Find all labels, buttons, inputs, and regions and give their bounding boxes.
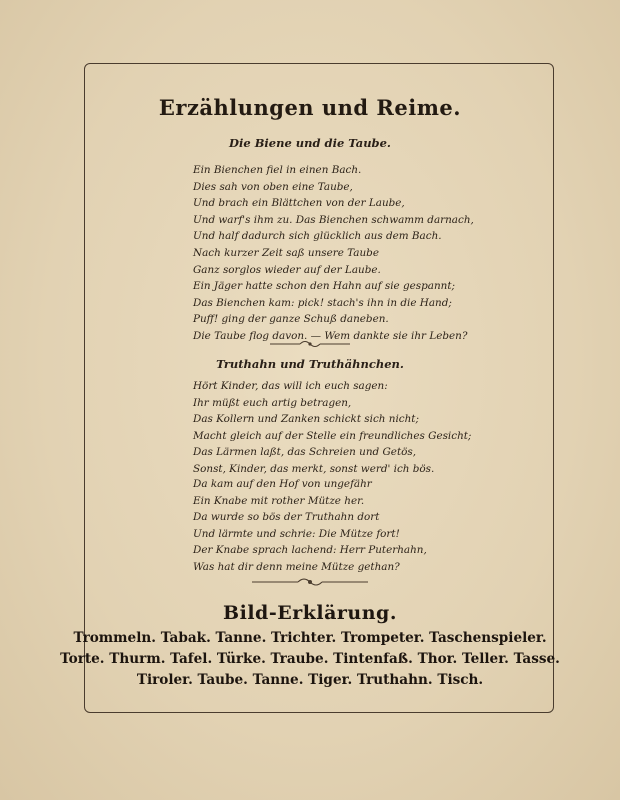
poem-line: Hört Kinder, das will ich euch sagen: <box>193 380 388 392</box>
poem-line: Puff! ging der ganze Schuß daneben. <box>193 313 389 326</box>
poem-line: Und brach ein Blättchen von der Laube, <box>193 197 405 210</box>
poem-line: Und warf's ihm zu. Das Bienchen schwamm darnach, <box>193 213 474 226</box>
poem-line: Sonst, Kinder, das merkt, sonst werd' ich bös. <box>193 462 435 475</box>
poem-line: Das Bienchen kam: pick! stach's ihn in die Hand; <box>193 296 452 309</box>
poem-line: Das Lärmen laßt, das Schreien und Getös, <box>193 446 417 459</box>
poem-line: Ein Bienchen fiel in einen Bach. <box>193 164 362 176</box>
poem2-heading: Truthahn und Truthähnchen. <box>216 357 404 371</box>
poem-line: Ihr müßt euch artig betragen, <box>193 396 352 409</box>
poem-line: Macht gleich auf der Stelle ein freundliches Gesicht; <box>193 429 472 442</box>
poem-line: Die Taube flog davon. — Wem dankte sie ihr Leben? <box>193 329 468 342</box>
poem-line: Ein Knabe mit rother Mütze her. <box>193 494 365 507</box>
wide-divider-ornament-icon <box>252 576 368 588</box>
poem2-stanza2 <box>193 476 523 576</box>
small-divider-ornament-icon <box>270 339 350 349</box>
poem-line: Und lärmte und schrie: Die Mütze fort! <box>193 527 400 540</box>
explanation-line: Tiroler. Taube. Tanne. Tiger. Truthahn. Tisch. <box>136 672 484 688</box>
poem-line: Ein Jäger hatte schon den Hahn auf sie gespannt; <box>193 280 456 293</box>
poem1-heading: Die Biene und die Taube. <box>229 136 391 150</box>
poem-line: Dies sah von oben eine Taube, <box>193 180 353 193</box>
poem-line: Nach kurzer Zeit saß unsere Taube <box>193 246 379 259</box>
poem-line: Da wurde so bös der Truthahn dort <box>193 511 380 524</box>
poem-line: Da kam auf den Hof von ungefähr <box>193 478 372 490</box>
poem-line: Was hat dir denn meine Mütze gethan? <box>193 560 400 573</box>
poem2-stanza1 <box>193 378 523 478</box>
explanation-line: Torte. Thurm. Tafel. Türke. Traube. Tintenfaß. Thor. Teller. Tasse. <box>60 651 560 667</box>
poem-line: Ganz sorglos wieder auf der Laube. <box>193 263 381 276</box>
poem-line: Der Knabe sprach lachend: Herr Puterhahn, <box>193 544 427 557</box>
poem-line: Und half dadurch sich glücklich aus dem Bach. <box>193 230 442 243</box>
explanation-title: Bild-Erklärung. <box>223 602 397 624</box>
page-title: Erzählungen und Reime. <box>158 95 462 120</box>
poem-line: Das Kollern und Zanken schickt sich nicht; <box>193 413 419 426</box>
poem1-text <box>193 162 523 345</box>
explanation-line: Trommeln. Tabak. Tanne. Trichter. Trompeter. Taschenspieler. <box>73 630 547 646</box>
